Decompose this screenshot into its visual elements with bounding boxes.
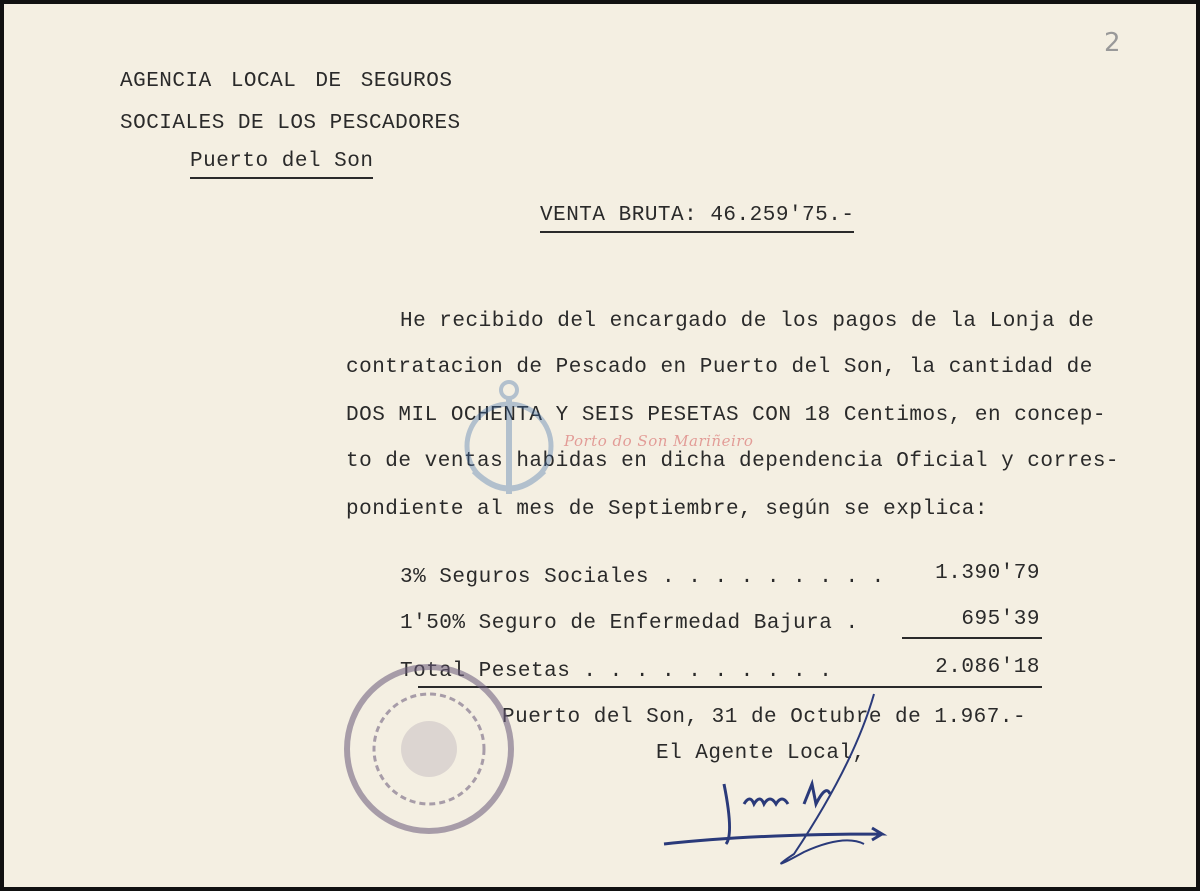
- page-number: 2: [1104, 28, 1122, 58]
- document-page: [4, 4, 1196, 887]
- header-line-2: SOCIALES DE LOS PESCADORES: [120, 112, 461, 135]
- round-seal-icon: [334, 654, 524, 844]
- watermark-text: Porto do Son Mariñeiro: [564, 432, 754, 450]
- total-amount: 2.086'18: [935, 656, 1040, 679]
- item-amount-1: 1.390'79: [935, 562, 1040, 585]
- header-line-3: Puerto del Son: [190, 150, 373, 179]
- header-line-1: AGENCIA LOCAL DE SEGUROS: [120, 70, 453, 93]
- closing: El Agente Local,: [656, 742, 866, 765]
- body-line-1: He recibido del encargado de los pagos de la Lonja de: [400, 310, 1095, 333]
- item-label-1: 3% Seguros Sociales . . . . . . . . .: [400, 566, 885, 589]
- item-label-2: 1'50% Seguro de Enfermedad Bajura .: [400, 612, 859, 635]
- body-line-3: DOS MIL OCHENTA Y SEIS PESETAS CON 18 Centimos, en concep-: [346, 404, 1106, 427]
- body-line-2: contratacion de Pescado en Puerto del Son, la cantidad de: [346, 356, 1093, 379]
- gross-sale: VENTA BRUTA: 46.259'75.-: [540, 204, 854, 233]
- body-line-4: to de ventas habidas en dicha dependencia Oficial y corres-: [346, 450, 1120, 473]
- place-date: Puerto del Son, 31 de Octubre de 1.967.-: [502, 706, 1027, 729]
- anchor-stamp-icon: [454, 376, 564, 506]
- subtotal-rule: [902, 637, 1042, 639]
- total-label: Total Pesetas . . . . . . . . . .: [400, 660, 833, 683]
- item-amount-2: 695'39: [961, 608, 1040, 631]
- body-line-5: pondiente al mes de Septiembre, según se explica:: [346, 498, 989, 521]
